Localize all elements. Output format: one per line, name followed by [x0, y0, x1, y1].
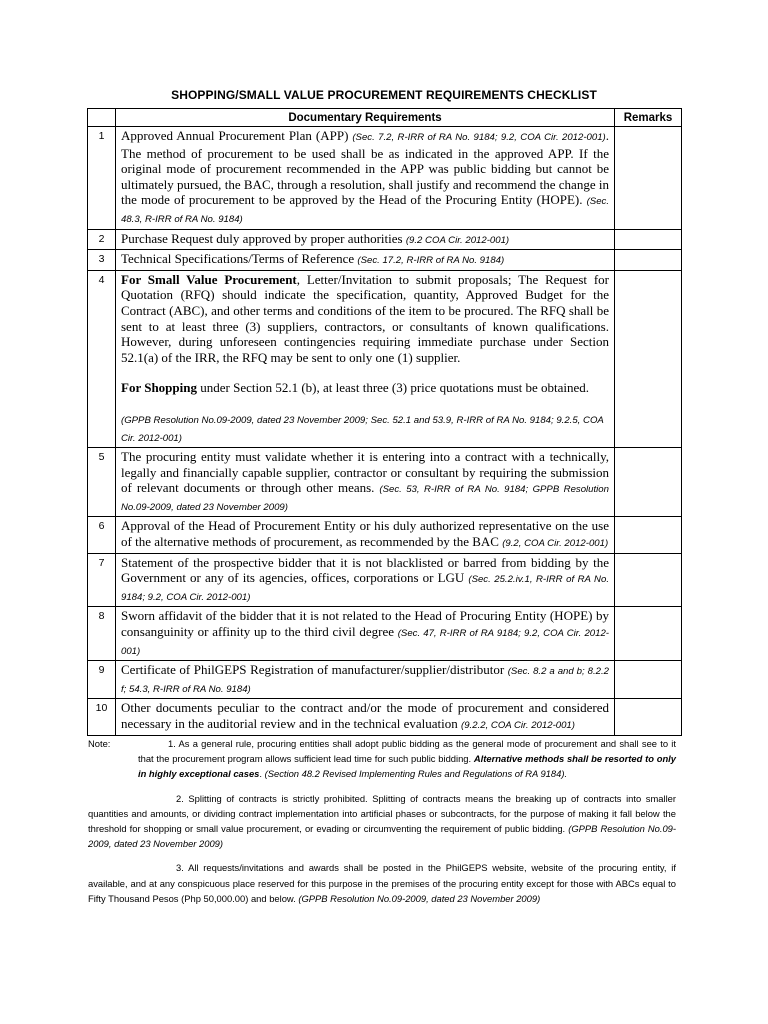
- citation: (GPPB Resolution No.09-2009, dated 23 November 2009; Sec. 52.1 and 53.9, R-IRR of RA No. 9184; 9.2.5, COA Cir. 2012-001): [121, 414, 604, 444]
- note-text: 3. All requests/invitations and awards shall be posted in the PhilGEPS website, website of the procuring entity, if available, and at any conspicuous place reserved for this purpose in the premises of the procuring entity except for those with ABCs equal to Fifty Thousand Pesos (Php 50,000.00) and below.: [88, 862, 676, 904]
- table-row: [88, 270, 682, 447]
- requirement-text: Purchase Request duly approved by proper authorities: [121, 230, 406, 246]
- requirement-cell: [116, 229, 615, 250]
- checklist-table: [87, 108, 682, 736]
- citation: (Sec. 7.2, R-IRR of RA No. 9184; 9.2, COA Cir. 2012-001): [352, 132, 606, 143]
- page-title: SHOPPING/SMALL VALUE PROCUREMENT REQUIREMENTS CHECKLIST: [171, 88, 597, 102]
- citation: (9.2 COA Cir. 2012-001): [405, 234, 510, 246]
- row-number: 7: [88, 553, 116, 607]
- requirement-cell: [116, 270, 615, 447]
- requirement-text: Statement of the prospective bidder that it is not blacklisted or barred from bidding by the Government or any of its agencies, offices, corporations or LGU: [121, 554, 609, 586]
- row-number: 1: [88, 127, 116, 230]
- note-body: [138, 736, 676, 782]
- requirement-cell: [116, 699, 615, 735]
- note-citation: (GPPB Resolution No.09-2009, dated 23 November 2009): [88, 823, 676, 850]
- note-1: [138, 736, 676, 782]
- citation: (Sec. 17.2, R-IRR of RA No. 9184): [357, 255, 505, 267]
- row-number: 9: [88, 661, 116, 699]
- remarks-cell[interactable]: [615, 448, 682, 517]
- requirement-cell: [116, 553, 615, 607]
- table-row: [88, 699, 682, 735]
- note-emphasis: Alternative methods shall be resorted to only in highly exceptional cases: [138, 753, 676, 780]
- row-number: 3: [88, 250, 116, 271]
- table-row: [88, 448, 682, 517]
- requirement-bold: For Shopping: [121, 380, 197, 396]
- row-number: 10: [88, 699, 116, 735]
- requirement-cell: [116, 448, 615, 517]
- requirement-cell: [116, 250, 615, 271]
- requirement-text: Other documents peculiar to the contract and/or the mode of procurement and considered necessary in the auditorial review and in the technical evaluation: [121, 700, 609, 731]
- requirement-text: Sworn affidavit of the bidder that it is not related to the Head of Procuring Entity (HOPE) by consanguinity or affinity up to the third civil degree: [121, 608, 609, 640]
- note-text: 2. Splitting of contracts is strictly prohibited. Splitting of contracts means the breaking up of contracts into smaller quantities and amounts, or dividing contract implementation into artificial phases or subcontracts, for the purpose of making it fall below the threshold for shopping or small value procurement, or evading or circumventing the requirement of public bidding.: [88, 792, 676, 835]
- citation: (Sec. 25.2.iv.1, R-IRR of RA No. 9184; 9.2, COA Cir. 2012-001): [121, 574, 609, 603]
- requirement-bold: For Small Value Procurement: [121, 271, 297, 287]
- table-row: [88, 661, 682, 699]
- requirement-text: Approval of the Head of Procurement Entity or his duly authorized representative on the use of the alternative methods of procurement, as recommended by the BAC: [121, 518, 609, 550]
- table-row: [88, 553, 682, 607]
- table-row: [88, 250, 682, 271]
- table-row: [88, 127, 682, 230]
- remarks-cell[interactable]: [615, 270, 682, 447]
- note-3: [88, 860, 676, 906]
- citation: (9.2.2, COA Cir. 2012-001): [461, 720, 575, 731]
- remarks-cell[interactable]: [615, 661, 682, 699]
- requirement-text: Technical Specifications/Terms of Reference: [121, 251, 358, 267]
- requirement-cell: [116, 607, 615, 661]
- table-row: [88, 607, 682, 661]
- num-header: [88, 109, 116, 127]
- remarks-header: Remarks: [615, 109, 682, 127]
- note-label: Note:: [88, 738, 111, 749]
- row-number: 4: [88, 270, 116, 447]
- row-number: 5: [88, 448, 116, 517]
- note-text: .: [259, 768, 265, 780]
- citation: (Sec. 8.2 a and b; 8.2.2 f; 54.3, R-IRR of RA No. 9184): [121, 666, 609, 695]
- requirement-cell: [116, 661, 615, 699]
- requirement-text: Approved Annual Procurement Plan (APP): [121, 128, 353, 143]
- requirement-text: The procuring entity must validate whether it is entering into a contract with a technically, legally and financially capable supplier, contractor or consultant by requiring the submission of relevant documents or through other means.: [121, 449, 609, 496]
- row-number: 8: [88, 607, 116, 661]
- table-header-row: [88, 109, 682, 127]
- table-row: [88, 517, 682, 553]
- citation: (Sec. 47, R-IRR of RA 9184; 9.2, COA Cir. 2012-001): [121, 628, 609, 657]
- remarks-cell[interactable]: [615, 699, 682, 735]
- citation: (Sec. 48.3, R-IRR of RA No. 9184): [121, 196, 609, 225]
- note-citation: (Section 48.2 Revised Implementing Rules and Regulations of RA 9184).: [264, 768, 568, 780]
- requirement-text: , Letter/Invitation to submit proposals; The Request for Quotation (RFQ) should indicate the specification, quantity, Approved Budget for the Contract (ABC), and other terms and conditions of the item to be procured. The RFQ shall be sent to at least three (3) suppliers, contractors, or consultants of known qualifications. However, during unforeseen contingencies requiring immediate purchase under Section 52.1(a) of the IRR, the RFQ may be sent to only one (1) supplier.: [121, 271, 609, 365]
- remarks-cell[interactable]: [615, 127, 682, 230]
- row-number: 6: [88, 517, 116, 553]
- requirement-cell: [116, 127, 615, 230]
- remarks-cell[interactable]: [615, 517, 682, 553]
- remarks-cell[interactable]: [615, 229, 682, 250]
- note-text: 1. As a general rule, procuring entities shall adopt public bidding as the general mode of procurement and shall see to it that the procurement program allows sufficient lead time for such public bidding.: [138, 738, 676, 765]
- remarks-cell[interactable]: [615, 553, 682, 607]
- citation: (Sec. 53, R-IRR of RA No. 9184; GPPB Resolution No.09-2009, dated 23 November 2009): [121, 484, 609, 513]
- requirement-cell: [116, 517, 615, 553]
- notes-section: [88, 736, 676, 915]
- requirement-text: . The method of procurement to be used shall be as indicated in the approved APP. If the original mode of procurement recommended in the APP was public bidding but cannot be ultimately pursued, the BAC, through a resolution, shall justify and recommend the change in the mode of procurement to be approved by the Head of the Procuring Entity (HOPE).: [121, 128, 609, 208]
- requirement-text: Certificate of PhilGEPS Registration of manufacturer/supplier/distributor: [121, 662, 508, 678]
- citation: (9.2, COA Cir. 2012-001): [502, 538, 609, 550]
- note-citation: (GPPB Resolution No.09-2009, dated 23 November 2009): [298, 892, 541, 904]
- remarks-cell[interactable]: [615, 607, 682, 661]
- table-row: [88, 229, 682, 250]
- row-number: 2: [88, 229, 116, 250]
- requirement-text: under Section 52.1 (b), at least three (3) price quotations must be obtained.: [197, 380, 590, 396]
- remarks-cell[interactable]: [615, 250, 682, 271]
- requirements-header: Documentary Requirements: [116, 109, 615, 127]
- note-2: [88, 791, 676, 852]
